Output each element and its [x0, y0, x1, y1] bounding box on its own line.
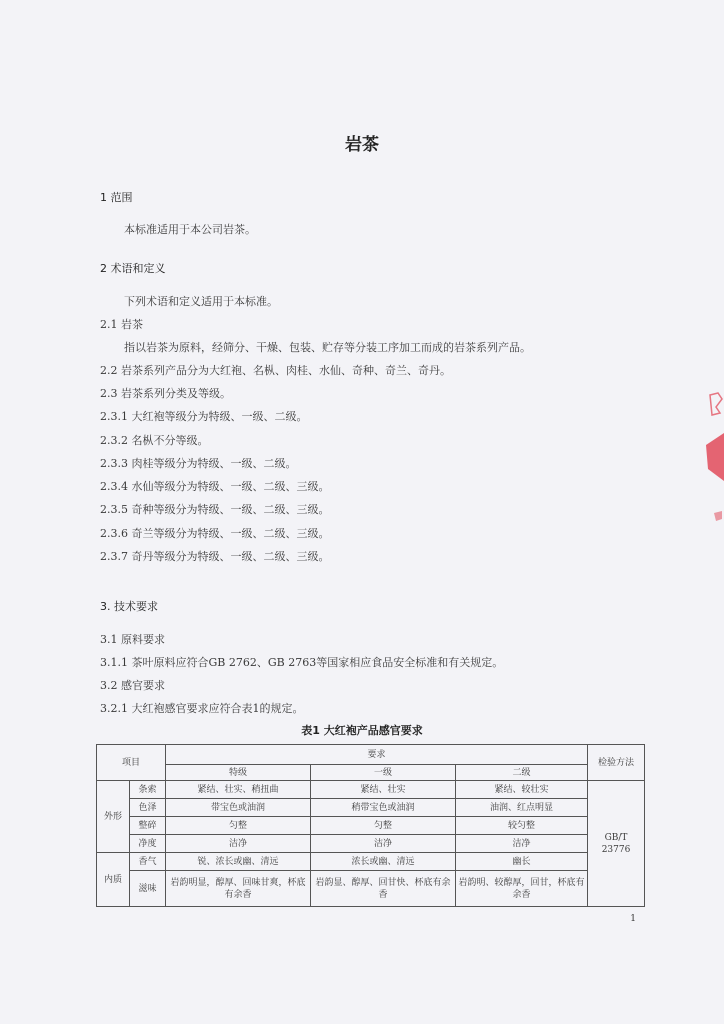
- grade-first: 一级: [311, 765, 456, 781]
- table-cell: 油润、红点明显: [456, 799, 588, 817]
- clause-3-2: 3.2 感官要求: [100, 679, 165, 692]
- clause-2-3-5: 2.3.5 奇种等级分为特级、一级、二级、三级。: [100, 503, 330, 516]
- method-value: GB/T 23776: [588, 781, 645, 907]
- table-row: [97, 853, 645, 871]
- clause-3-1: 3.1 原料要求: [100, 633, 165, 646]
- group-appearance: 外形: [97, 781, 130, 853]
- table-cell: 岩韵明、较醇厚，回甘，杯底有余香: [456, 871, 588, 907]
- section-2-heading: 2 术语和定义: [100, 262, 166, 275]
- table-cell: 较匀整: [456, 817, 588, 835]
- grade-special: 特级: [166, 765, 311, 781]
- row-attr: 净度: [130, 835, 166, 853]
- clause-2-1: 2.1 岩茶: [100, 318, 143, 331]
- clause-2-2: 2.2 岩茶系列产品分为大红袍、名枞、肉桂、水仙、奇种、奇兰、奇丹。: [100, 364, 451, 377]
- table-header-row: [97, 745, 645, 765]
- table-cell: 洁净: [456, 835, 588, 853]
- table-row: [97, 799, 645, 817]
- header-requirement: 要求: [166, 745, 588, 765]
- row-attr: 滋味: [130, 871, 166, 907]
- table-cell: 幽长: [456, 853, 588, 871]
- row-attr: 色泽: [130, 799, 166, 817]
- clause-3-1-1: 3.1.1 茶叶原料应符合GB 2762、GB 2763等国家相应食品安全标准和有关规定。: [100, 656, 504, 669]
- table-cell: 岩韵明显，醇厚、回味甘爽，杯底有余香: [166, 871, 311, 907]
- table-cell: 带宝色或油润: [166, 799, 311, 817]
- clause-2-3: 2.3 岩茶系列分类及等级。: [100, 387, 231, 400]
- seal-stamp-edge: [700, 385, 724, 535]
- table-cell: 浓长或幽、清远: [311, 853, 456, 871]
- sensory-requirements-table: [96, 744, 645, 907]
- table-cell: 岩韵显、醇厚、回甘快、杯底有余香: [311, 871, 456, 907]
- table-cell: 洁净: [166, 835, 311, 853]
- section-1-text: 本标准适用于本公司岩茶。: [124, 223, 256, 236]
- clause-2-3-6: 2.3.6 奇兰等级分为特级、一级、二级、三级。: [100, 527, 330, 540]
- table-cell: 锐、浓长或幽、清远: [166, 853, 311, 871]
- table-row: [97, 817, 645, 835]
- clause-2-3-2: 2.3.2 名枞不分等级。: [100, 434, 209, 447]
- row-attr: 条索: [130, 781, 166, 799]
- clause-2-3-7: 2.3.7 奇丹等级分为特级、一级、二级、三级。: [100, 550, 330, 563]
- group-quality: 内质: [97, 853, 130, 907]
- table-row: [97, 781, 645, 799]
- table-row: [97, 871, 645, 907]
- table-cell: 匀整: [311, 817, 456, 835]
- grade-second: 二级: [456, 765, 588, 781]
- clause-2-3-4: 2.3.4 水仙等级分为特级、一级、二级、三级。: [100, 480, 330, 493]
- table-cell: 紧结、壮实: [311, 781, 456, 799]
- clause-2-3-3: 2.3.3 肉桂等级分为特级、一级、二级。: [100, 457, 297, 470]
- table-cell: 洁净: [311, 835, 456, 853]
- section-2-text: 下列术语和定义适用于本标准。: [124, 295, 278, 308]
- row-attr: 香气: [130, 853, 166, 871]
- header-item: 项目: [97, 745, 166, 781]
- row-attr: 整碎: [130, 817, 166, 835]
- table-cell: 匀整: [166, 817, 311, 835]
- table-cell: 稍带宝色或油润: [311, 799, 456, 817]
- header-method: 检验方法: [588, 745, 645, 781]
- clause-2-3-1: 2.3.1 大红袍等级分为特级、一级、二级。: [100, 410, 308, 423]
- table-caption: 表1 大红袍产品感官要求: [301, 724, 423, 737]
- section-3-heading: 3. 技术要求: [100, 600, 158, 613]
- section-1-heading: 1 范围: [100, 191, 133, 204]
- table-cell: 紧结、较壮实: [456, 781, 588, 799]
- table-cell: 紧结、壮实、稍扭曲: [166, 781, 311, 799]
- clause-2-1-text: 指以岩茶为原料，经筛分、干燥、包装、贮存等分装工序加工而成的岩茶系列产品。: [124, 341, 531, 354]
- document-title: 岩茶: [345, 135, 379, 155]
- page-number: 1: [630, 914, 636, 924]
- clause-3-2-1: 3.2.1 大红袍感官要求应符合表1的规定。: [100, 702, 304, 715]
- table-grade-row: [97, 765, 645, 781]
- table-row: [97, 835, 645, 853]
